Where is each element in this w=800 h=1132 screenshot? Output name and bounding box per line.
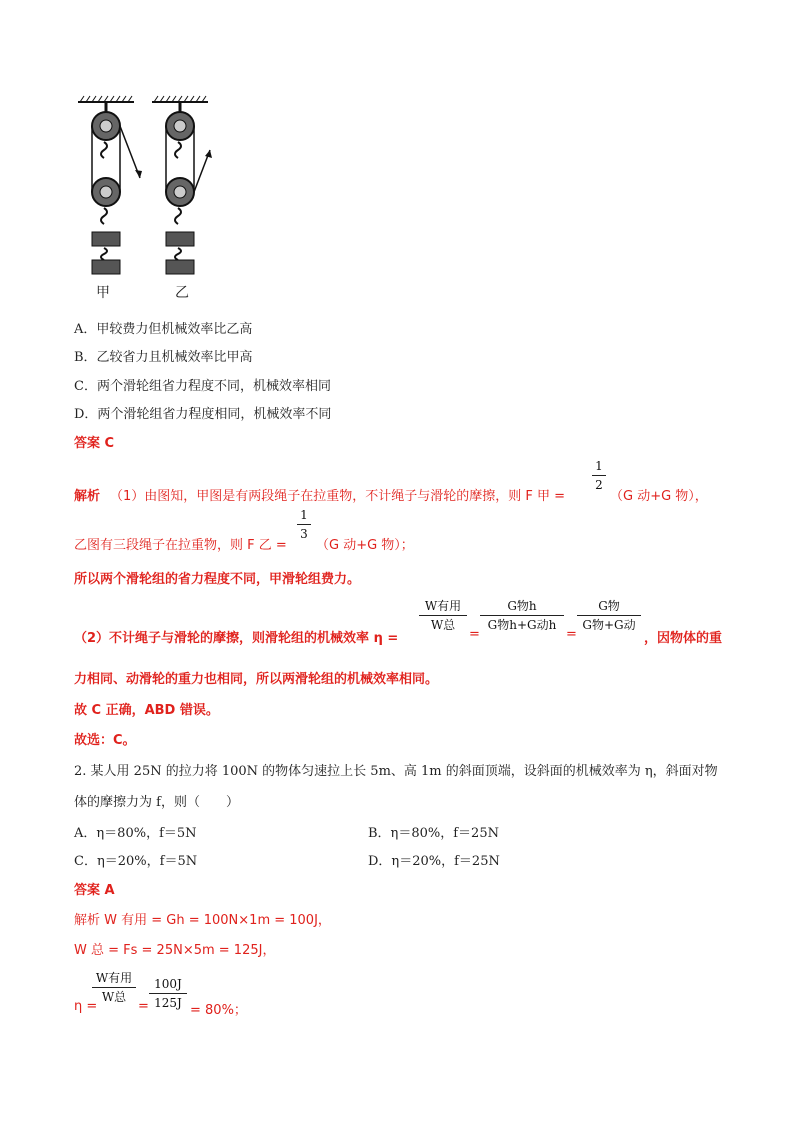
fraction-bar [419,615,467,616]
q1-analysis-line7: 故选：C。 [74,733,136,748]
fraction-half-num: 1 [595,459,603,473]
fraction-bar [149,993,187,994]
q1-analysis-line6: 故 C 正确，ABD 错误。 [74,703,219,718]
fraction-half-den: 2 [595,478,603,492]
q2-eta-label: η = [74,999,98,1014]
fraction-bar [480,615,564,616]
pulley-system-right [166,102,212,274]
q1-answer: 答案 C [74,436,115,451]
fraction-g-h-num: G物h [507,599,537,613]
fraction-w-ratio-num: W有用 [424,599,462,613]
q2-option-a: A．η＝80%，f＝5N [74,826,197,841]
q1-analysis-line5: 力相同、动滑轮的重力也相同，所以两滑轮组的机械效率相同。 [74,672,439,687]
q2-analysis-line1: 解析 W 有用 = Gh = 100N×1m = 100J， [74,913,331,928]
equals-sign: = [566,627,577,642]
q1-option-b: B．乙较省力且机械效率比甲高 [74,350,253,365]
fraction-third-num: 1 [300,508,308,522]
fraction-g-num: G物 [598,599,620,613]
q2-answer: 答案 A [74,883,115,898]
fraction-bar [92,987,136,988]
q1-analysis-line3: 所以两个滑轮组的省力程度不同，甲滑轮组费力。 [74,572,361,587]
fraction-third-den: 3 [300,527,308,541]
equals-sign: = [138,999,149,1014]
q2-option-b: B．η＝80%，f＝25N [368,826,499,841]
q2-option-c: C．η＝20%，f＝5N [74,854,198,869]
q1-analysis-line2: 乙图有三段绳子在拉重物，则 F 乙 = [74,538,287,553]
pulley-system-left [92,102,142,274]
q1-analysis-label: 解析 [74,489,101,504]
fraction-third [297,507,311,542]
fraction-g-den: G物+G动 [582,618,636,632]
q1-analysis-line1: （1）由图知，甲图是有两段绳子在拉重物，不计绳子与滑轮的摩擦，则 F 甲 = [110,489,566,504]
ceiling-right [152,96,208,102]
fraction-w-ratio [419,598,467,633]
fraction-half [592,458,606,493]
q2-fraction-values [149,976,187,1011]
figure-label-right: 乙 [175,285,189,301]
fraction-bar [577,615,641,616]
q2-fraction-w-ratio [92,970,136,1005]
fraction-bar [592,475,606,476]
q2-analysis-result: = 80%； [190,1003,247,1018]
q2-fraction-w-den: W总 [101,990,127,1004]
q2-stem-line2: 体的摩擦力为 f，则（ ） [74,795,239,810]
q2-fraction-values-num: 100J [154,977,182,991]
q1-option-d: D．两个滑轮组省力程度相同，机械效率不同 [74,407,332,422]
pulley-figure [74,92,224,302]
q2-fraction-w-num: W有用 [95,971,133,985]
q2-option-d: D．η＝20%，f＝25N [368,854,500,869]
q2-analysis-line2: W 总 = Fs = 25N×5m = 125J， [74,943,276,958]
ceiling-left [78,96,134,102]
fraction-g-h [480,598,564,633]
q1-option-a: A．甲较费力但机械效率比乙高 [74,322,253,337]
q1-analysis-line2-tail: （G 动+G 物）； [316,538,414,553]
q2-fraction-values-den: 125J [154,996,182,1010]
figure-label-left: 甲 [96,285,110,301]
fraction-g [577,598,641,633]
q1-analysis-line4-tail: ，因物体的重 [644,631,723,646]
q1-analysis-line1-tail: （G 动+G 物）， [610,489,708,504]
equals-sign: = [469,627,480,642]
fraction-bar [297,524,311,525]
fraction-g-h-den: G物h+G动h [487,618,557,632]
q2-stem-line1: 2. 某人用 25N 的拉力将 100N 的物体匀速拉上长 5m、高 1m 的斜面顶端，设斜面的机械效率为 η，斜面对物 [74,764,718,779]
q1-analysis-line4: （2）不计绳子与滑轮的摩擦，则滑轮组的机械效率 η = [74,631,399,646]
fraction-w-ratio-den: W总 [430,618,456,632]
q1-option-c: C．两个滑轮组省力程度不同，机械效率相同 [74,379,331,394]
